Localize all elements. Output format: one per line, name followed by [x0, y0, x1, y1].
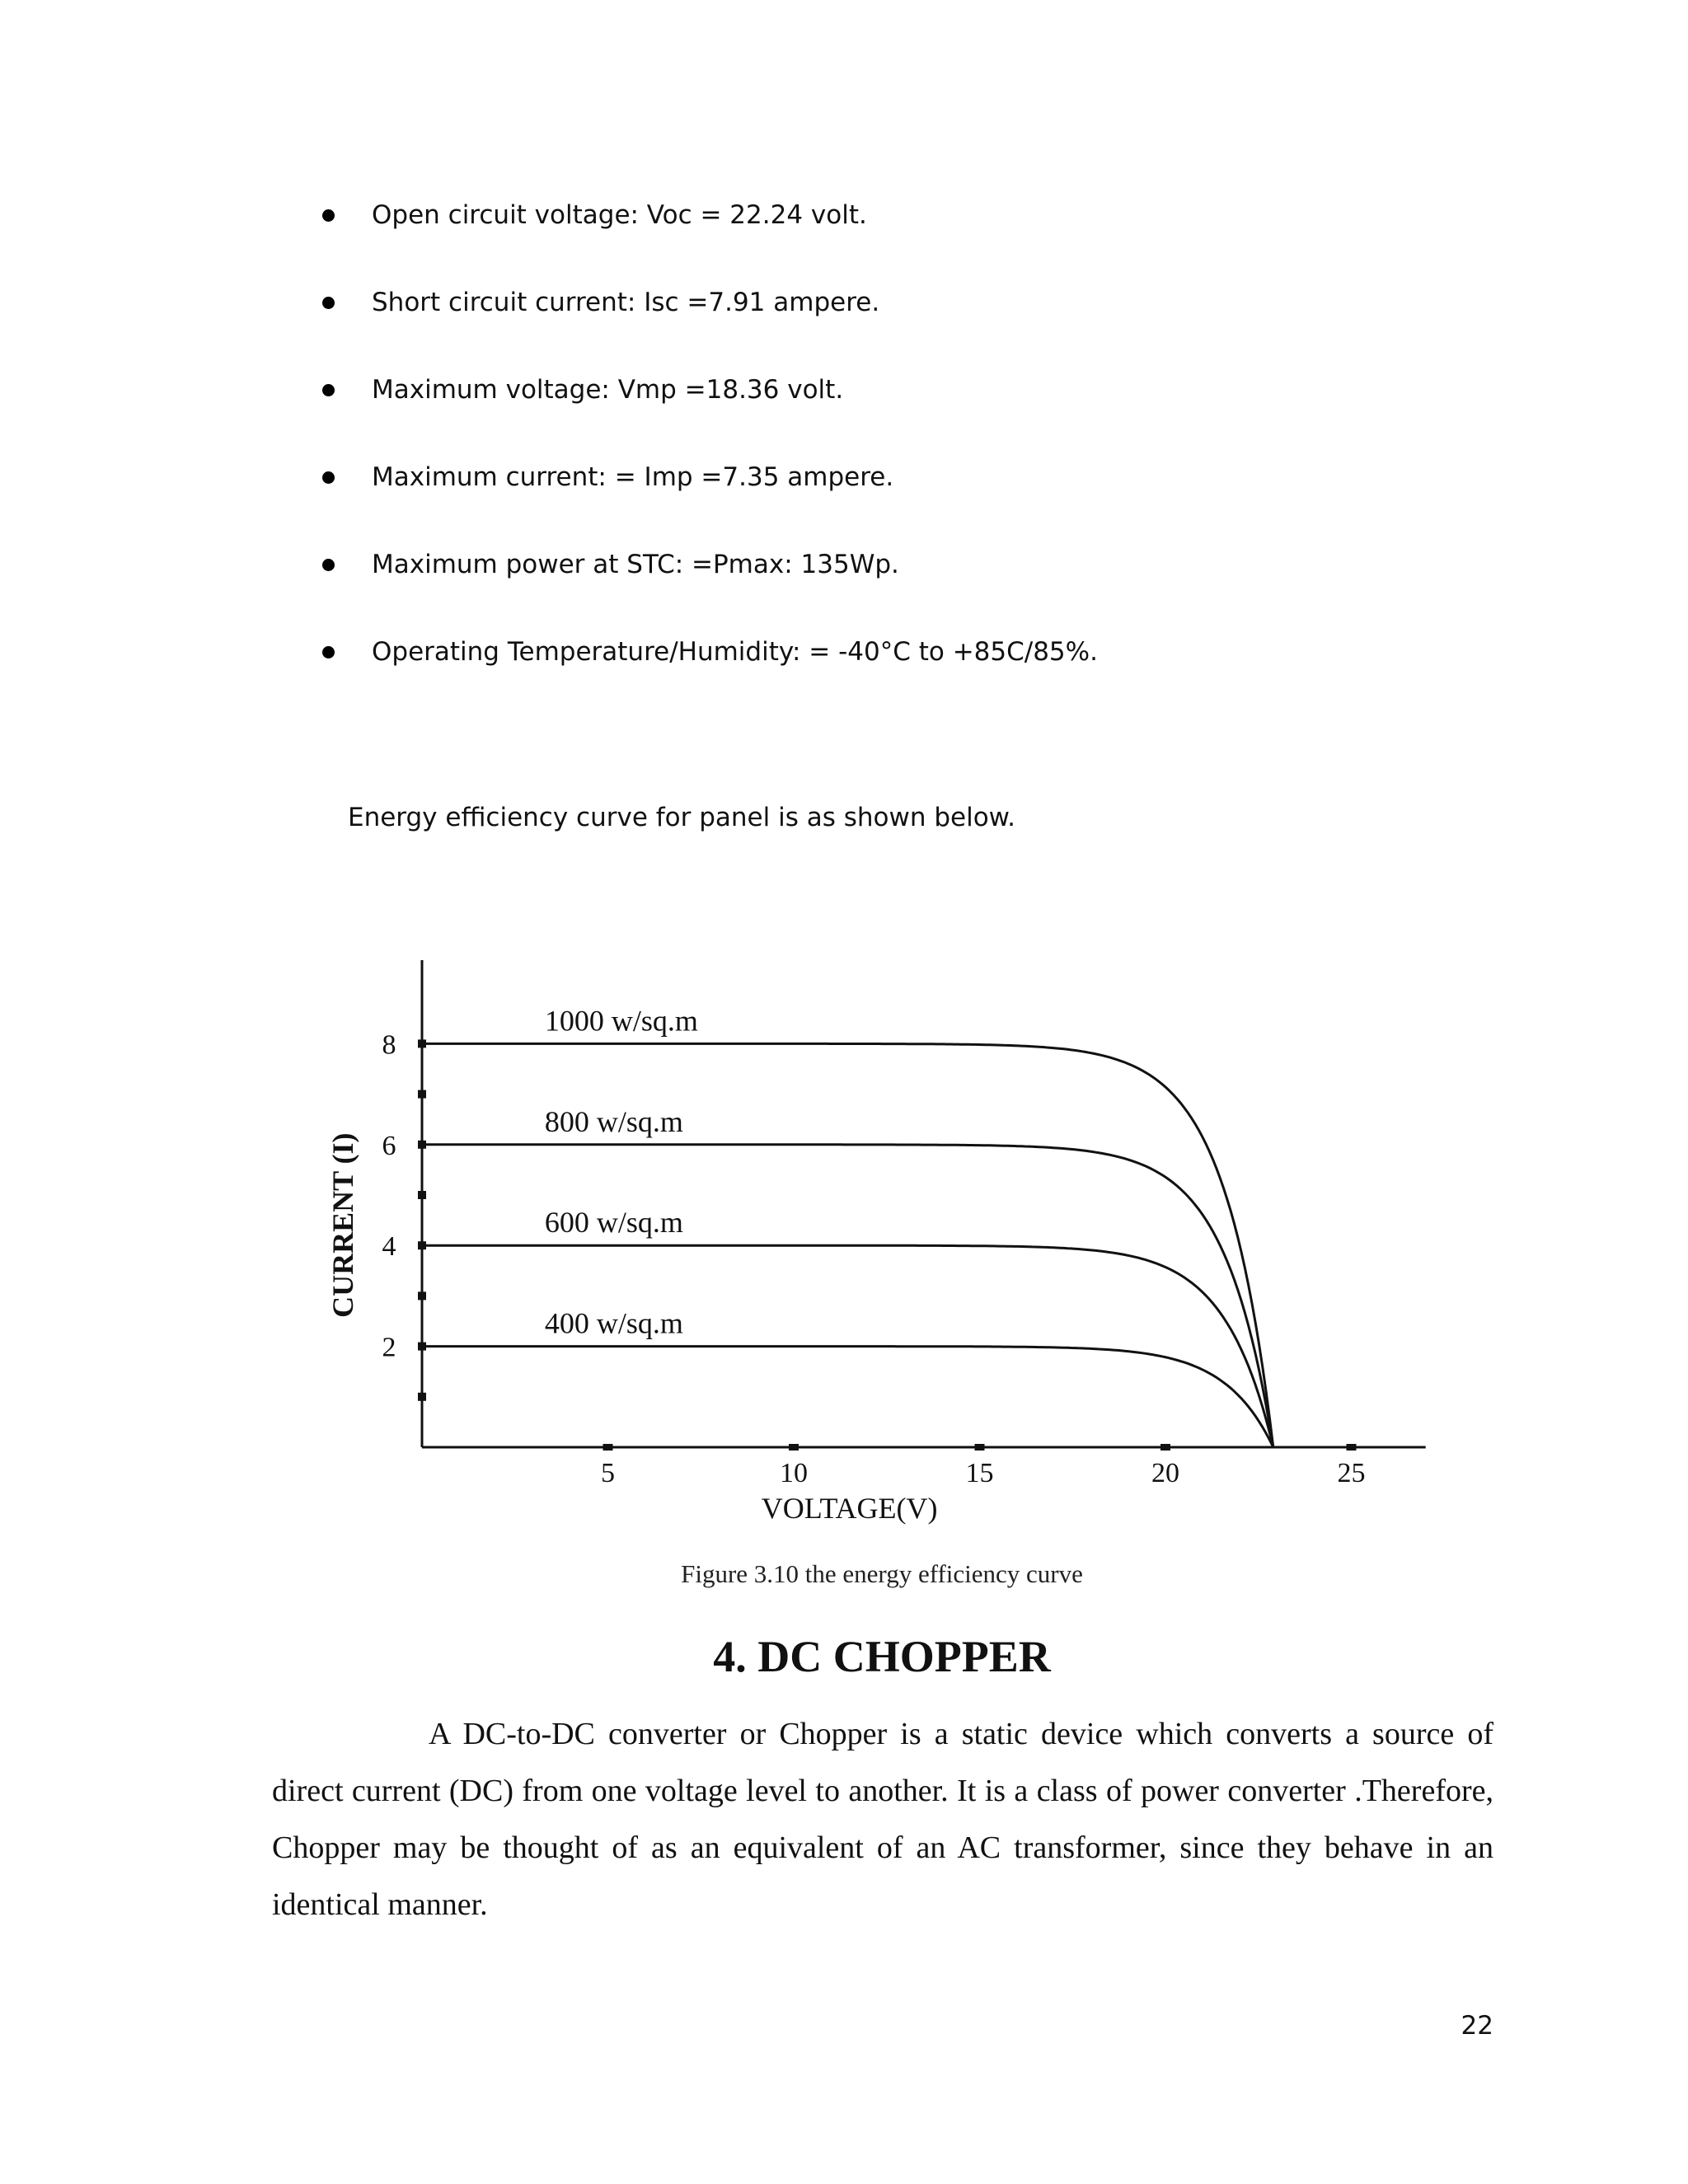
y-tick-label: 6 [382, 1130, 396, 1161]
intro-text: Energy efficiency curve for panel is as shown below. [348, 803, 1016, 832]
spec-item-voc: Open circuit voltage: Voc = 22.24 volt. [313, 191, 1550, 239]
y-tick-mark [418, 1191, 426, 1199]
spec-item-vmp: Maximum voltage: Vmp =18.36 volt. [313, 366, 1550, 414]
y-tick-label: 8 [382, 1029, 396, 1061]
y-tick-mark [418, 1090, 426, 1099]
x-tick-label: 25 [1337, 1458, 1366, 1488]
x-tick-label: 15 [965, 1458, 994, 1488]
iv-curve-chart [313, 948, 1484, 1533]
x-tick-label: 5 [601, 1458, 615, 1488]
figure-caption: Figure 3.10 the energy efficiency curve [681, 1559, 1083, 1588]
x-tick-mark [1160, 1444, 1170, 1451]
x-tick-label: 20 [1151, 1458, 1179, 1488]
y-tick-mark [418, 1393, 426, 1401]
spec-item-imp: Maximum current: = Imp =7.35 ampere. [313, 453, 1550, 501]
y-tick-mark [418, 1291, 426, 1300]
x-tick-label: 10 [780, 1458, 808, 1488]
y-tick-label: 2 [382, 1332, 396, 1363]
y-axis-title: CURRENT (I) [326, 1132, 359, 1318]
x-axis-title: VOLTAGE(V) [761, 1492, 938, 1525]
x-tick-mark [1347, 1444, 1357, 1451]
spec-item-isc: Short circuit current: Isc =7.91 ampere. [313, 279, 1550, 326]
spec-item-temperature: Operating Temperature/Humidity: = -40°C to +85C/85%. [313, 628, 1550, 676]
x-tick-mark [789, 1444, 799, 1451]
page-number: 22 [1461, 2011, 1493, 2041]
curve-series [422, 1145, 1273, 1447]
y-tick-label: 4 [382, 1231, 396, 1263]
series-label: 800 w/sq.m [544, 1104, 683, 1138]
curve-series [422, 1347, 1273, 1447]
series-label: 400 w/sq.m [544, 1306, 683, 1340]
spec-list [313, 191, 1550, 715]
body-paragraph: A DC-to-DC converter or Chopper is a static device which converts a source of direct current (DC) from one voltage level to another. It is a class of power converter .Therefore, Chopper may be thought of as an equivalent of an AC transformer, since they behave in an identical manner. [272, 1717, 1493, 1922]
series-label: 600 w/sq.m [544, 1206, 683, 1240]
x-tick-mark [603, 1444, 613, 1451]
spec-item-pmax: Maximum power at STC: =Pmax: 135Wp. [313, 541, 1550, 588]
x-tick-mark [975, 1444, 985, 1451]
section-heading: 4. DC CHOPPER [713, 1632, 1051, 1681]
series-label: 1000 w/sq.m [544, 1004, 698, 1038]
